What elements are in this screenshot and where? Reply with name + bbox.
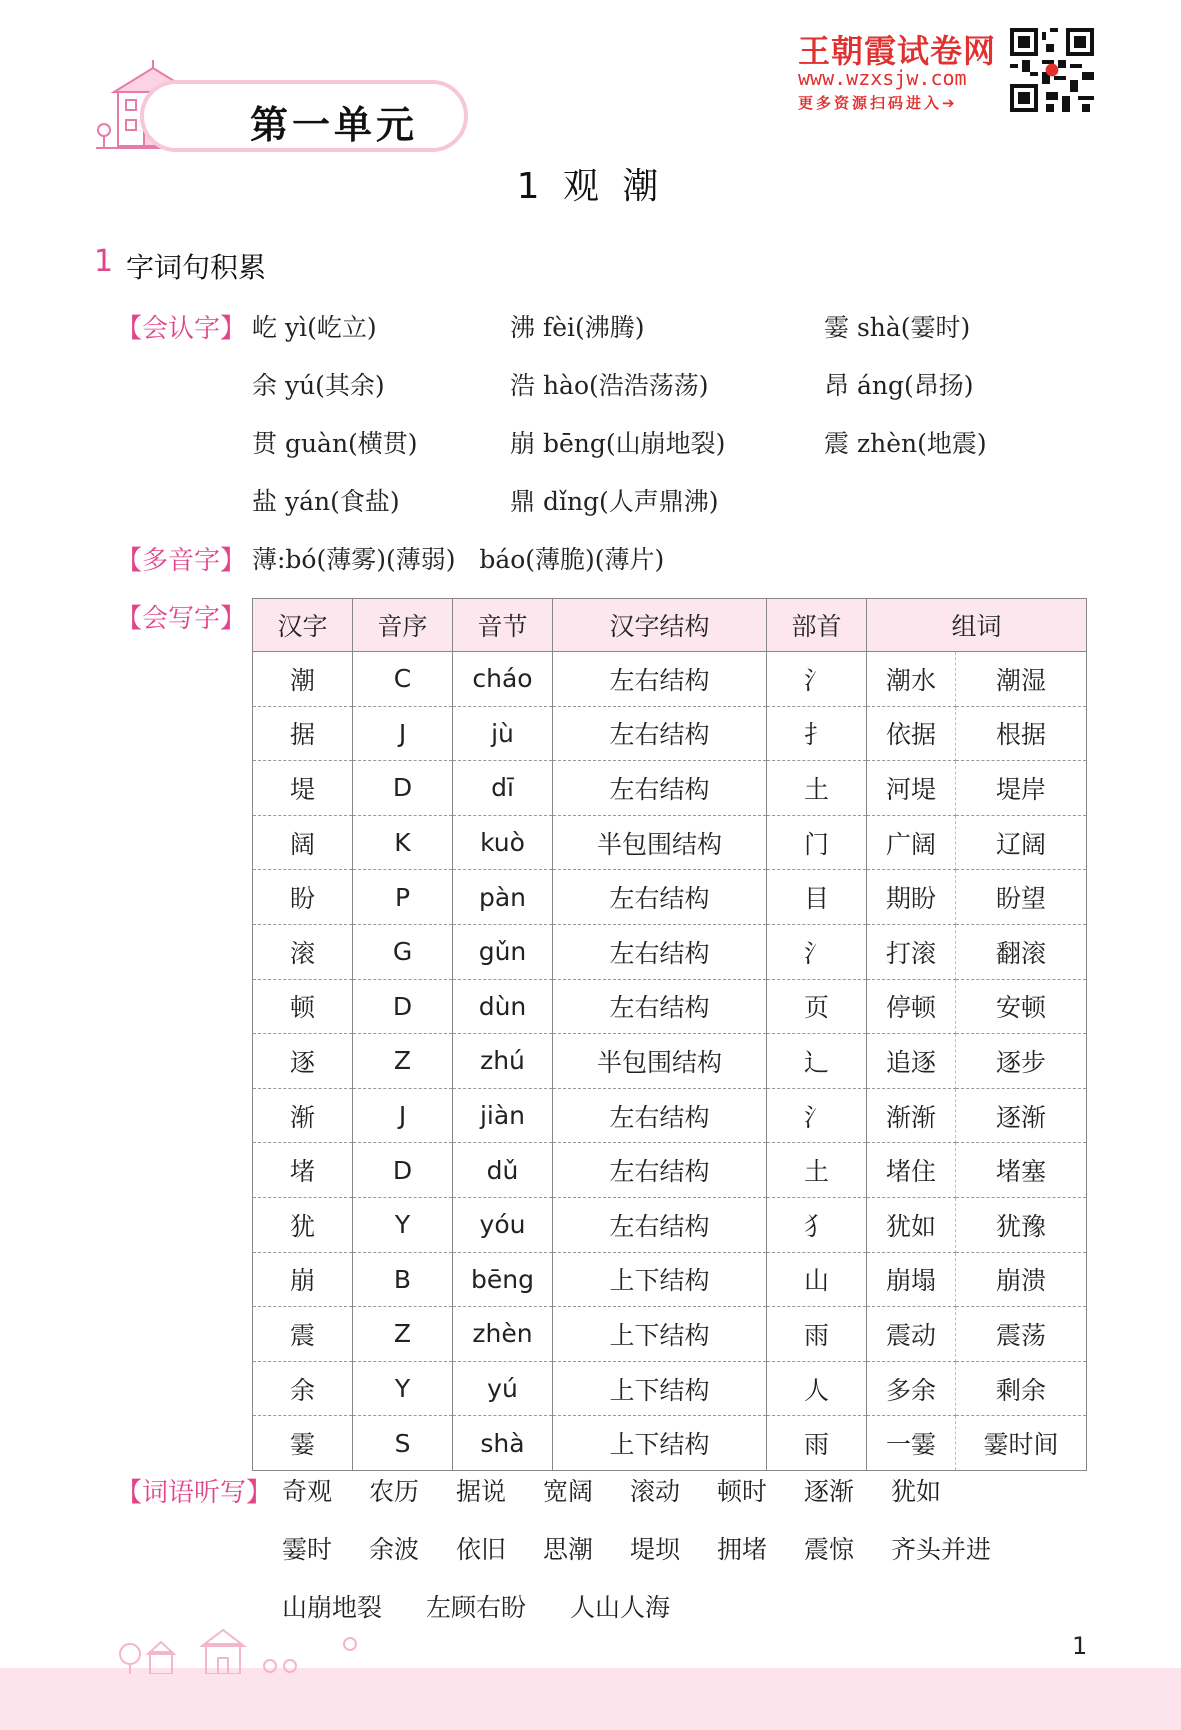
cell-word: 依据 [867, 706, 956, 761]
dictation-word: 左顾右盼 [426, 1593, 527, 1622]
cell-word: 逐步 [956, 1034, 1087, 1089]
cell-word: 堤岸 [956, 761, 1087, 816]
cell-pinyin: jiàn [453, 1088, 553, 1143]
cell-character: 堵 [253, 1143, 353, 1198]
table-row [253, 761, 1087, 816]
cell-structure: 左右结构 [553, 870, 767, 925]
cell-radical: 氵 [767, 1088, 867, 1143]
table-row [253, 1197, 1087, 1252]
column-header: 汉字 [253, 599, 353, 652]
cell-initial: G [353, 924, 453, 979]
dictation-word: 犹如 [891, 1477, 942, 1506]
cell-word: 盼望 [956, 870, 1087, 925]
table-row [253, 1416, 1087, 1471]
dictation-word: 奇观 [282, 1477, 333, 1506]
cell-structure: 左右结构 [553, 652, 767, 707]
cell-word: 堵塞 [956, 1143, 1087, 1198]
cell-radical: 土 [767, 1143, 867, 1198]
cell-radical: 犭 [767, 1197, 867, 1252]
cell-word: 渐渐 [867, 1088, 956, 1143]
brand-url[interactable]: www.wzxsjw.com [798, 66, 967, 90]
recognize-item: 沸 fèi(沸腾) [510, 313, 645, 342]
cell-pinyin: dǔ [453, 1143, 553, 1198]
cell-pinyin: gǔn [453, 924, 553, 979]
recognize-item: 崩 bēng(山崩地裂) [510, 429, 726, 458]
cell-initial: S [353, 1416, 453, 1471]
cell-pinyin: shà [453, 1416, 553, 1471]
page-number: 1 [1072, 1632, 1088, 1660]
column-header: 汉字结构 [553, 599, 767, 652]
cell-word: 追逐 [867, 1034, 956, 1089]
cell-radical: 人 [767, 1361, 867, 1416]
recognize-item: 鼎 dǐng(人声鼎沸) [510, 487, 719, 516]
cell-structure: 上下结构 [553, 1307, 767, 1362]
section-title: 字词句积累 [126, 251, 267, 284]
table-row [253, 706, 1087, 761]
unit-title: 第一单元 [250, 103, 419, 147]
cell-character: 阔 [253, 815, 353, 870]
dictation-word: 拥堵 [717, 1535, 768, 1564]
table-row [253, 870, 1087, 925]
cell-word: 一霎 [867, 1416, 956, 1471]
write-table-body [253, 652, 1087, 1471]
table-header-row [253, 599, 1087, 652]
cell-radical: 页 [767, 979, 867, 1034]
cell-structure: 左右结构 [553, 706, 767, 761]
cell-word: 犹豫 [956, 1197, 1087, 1252]
dictation-word: 思潮 [543, 1535, 594, 1564]
dictation-word: 霎时 [282, 1535, 333, 1564]
cell-initial: Z [353, 1307, 453, 1362]
cell-character: 犹 [253, 1197, 353, 1252]
brand-name: 王朝霞试卷网 [798, 32, 997, 70]
cell-word: 剩余 [956, 1361, 1087, 1416]
cell-structure: 左右结构 [553, 1197, 767, 1252]
cell-structure: 左右结构 [553, 1143, 767, 1198]
table-row [253, 815, 1087, 870]
dictation-word: 宽阔 [543, 1477, 594, 1506]
cell-character: 据 [253, 706, 353, 761]
table-row [253, 924, 1087, 979]
cell-pinyin: dùn [453, 979, 553, 1034]
cell-structure: 上下结构 [553, 1416, 767, 1471]
table-row [253, 979, 1087, 1034]
cell-word: 震荡 [956, 1307, 1087, 1362]
cell-initial: D [353, 761, 453, 816]
cell-character: 震 [253, 1307, 353, 1362]
cell-pinyin: dī [453, 761, 553, 816]
recognize-item: 昂 áng(昂扬) [824, 371, 974, 400]
cell-initial: P [353, 870, 453, 925]
cell-pinyin: yú [453, 1361, 553, 1416]
cell-character: 余 [253, 1361, 353, 1416]
polyphone-text: 薄:bó(薄雾)(薄弱) báo(薄脆)(薄片) [252, 545, 665, 574]
dictation-word: 震惊 [804, 1535, 855, 1564]
dictation-word: 堤坝 [630, 1535, 681, 1564]
write-table [252, 598, 1087, 1471]
cell-word: 打滚 [867, 924, 956, 979]
cell-word: 犹如 [867, 1197, 956, 1252]
cell-structure: 左右结构 [553, 979, 767, 1034]
dictation-word: 逐渐 [804, 1477, 855, 1506]
table-row [253, 1088, 1087, 1143]
cell-initial: D [353, 1143, 453, 1198]
cell-radical: 山 [767, 1252, 867, 1307]
cell-character: 堤 [253, 761, 353, 816]
cell-structure: 上下结构 [553, 1361, 767, 1416]
cell-initial: K [353, 815, 453, 870]
recognize-item: 浩 hào(浩浩荡荡) [510, 371, 709, 400]
cell-word: 潮湿 [956, 652, 1087, 707]
cell-pinyin: kuò [453, 815, 553, 870]
cell-initial: B [353, 1252, 453, 1307]
recognize-item: 余 yú(其余) [252, 371, 385, 400]
table-row [253, 1034, 1087, 1089]
dictation-word: 据说 [456, 1477, 507, 1506]
cell-initial: C [353, 652, 453, 707]
cell-word: 霎时间 [956, 1416, 1087, 1471]
cell-character: 滚 [253, 924, 353, 979]
column-header: 组词 [867, 599, 1087, 652]
cell-initial: Y [353, 1197, 453, 1252]
cell-word: 潮水 [867, 652, 956, 707]
cell-radical: 扌 [767, 706, 867, 761]
cell-pinyin: zhú [453, 1034, 553, 1089]
table-row [253, 1361, 1087, 1416]
cell-radical: 雨 [767, 1416, 867, 1471]
cell-word: 安顿 [956, 979, 1087, 1034]
dictation-word: 人山人海 [570, 1593, 671, 1622]
dictation-word: 齐头并进 [891, 1535, 992, 1564]
cell-radical: 辶 [767, 1034, 867, 1089]
cell-structure: 半包围结构 [553, 815, 767, 870]
cell-structure: 上下结构 [553, 1252, 767, 1307]
cell-pinyin: cháo [453, 652, 553, 707]
cell-word: 崩塌 [867, 1252, 956, 1307]
cell-pinyin: yóu [453, 1197, 553, 1252]
cell-word: 停顿 [867, 979, 956, 1034]
dictation-label: 【词语听写】 [116, 1478, 273, 1508]
polyphone-label: 【多音字】 [116, 546, 247, 576]
dictation-word: 依旧 [456, 1535, 507, 1564]
table-row [253, 1252, 1087, 1307]
cell-character: 渐 [253, 1088, 353, 1143]
section-number: 1 [94, 244, 114, 279]
column-header: 部首 [767, 599, 867, 652]
cell-structure: 左右结构 [553, 761, 767, 816]
cell-radical: 土 [767, 761, 867, 816]
dictation-word: 山崩地裂 [282, 1593, 383, 1622]
cell-radical: 门 [767, 815, 867, 870]
recognize-item: 盐 yán(食盐) [252, 487, 400, 516]
cell-word: 辽阔 [956, 815, 1087, 870]
cell-word: 崩溃 [956, 1252, 1087, 1307]
cell-radical: 目 [767, 870, 867, 925]
brand-hint: 更多资源扫码进入➔ [798, 94, 958, 112]
cell-initial: J [353, 1088, 453, 1143]
cell-word: 广阔 [867, 815, 956, 870]
cell-radical: 雨 [767, 1307, 867, 1362]
cell-word: 堵住 [867, 1143, 956, 1198]
cell-pinyin: bēng [453, 1252, 553, 1307]
cell-structure: 左右结构 [553, 1088, 767, 1143]
dictation-word: 顿时 [717, 1477, 768, 1506]
cell-word: 期盼 [867, 870, 956, 925]
recognize-label: 【会认字】 [116, 314, 247, 344]
cell-pinyin: jù [453, 706, 553, 761]
cell-structure: 半包围结构 [553, 1034, 767, 1089]
cell-initial: Z [353, 1034, 453, 1089]
cell-character: 盼 [253, 870, 353, 925]
lesson-title: 1 观 潮 [516, 166, 665, 207]
cell-character: 潮 [253, 652, 353, 707]
cell-word: 逐渐 [956, 1088, 1087, 1143]
recognize-item: 震 zhèn(地震) [824, 429, 987, 458]
recognize-item: 霎 shà(霎时) [824, 313, 971, 342]
cell-character: 顿 [253, 979, 353, 1034]
cell-word: 河堤 [867, 761, 956, 816]
cell-character: 崩 [253, 1252, 353, 1307]
cell-initial: J [353, 706, 453, 761]
cell-word: 震动 [867, 1307, 956, 1362]
cell-pinyin: pàn [453, 870, 553, 925]
cell-word: 根据 [956, 706, 1087, 761]
cell-character: 霎 [253, 1416, 353, 1471]
dictation-word: 余波 [369, 1535, 420, 1564]
column-header: 音节 [453, 599, 553, 652]
dictation-word: 滚动 [630, 1477, 681, 1506]
table-row [253, 1307, 1087, 1362]
cell-radical: 氵 [767, 924, 867, 979]
recognize-item: 贯 guàn(横贯) [252, 429, 418, 458]
qr-code-icon[interactable] [1010, 28, 1094, 112]
cell-word: 多余 [867, 1361, 956, 1416]
write-label: 【会写字】 [116, 604, 247, 634]
footer-band [0, 1668, 1181, 1730]
cell-pinyin: zhèn [453, 1307, 553, 1362]
cell-structure: 左右结构 [553, 924, 767, 979]
cell-initial: Y [353, 1361, 453, 1416]
recognize-item: 屹 yì(屹立) [252, 313, 377, 342]
cell-initial: D [353, 979, 453, 1034]
cell-word: 翻滚 [956, 924, 1087, 979]
table-row [253, 652, 1087, 707]
table-row [253, 1143, 1087, 1198]
column-header: 音序 [353, 599, 453, 652]
town-illustration-icon [110, 1624, 370, 1674]
cell-character: 逐 [253, 1034, 353, 1089]
cell-radical: 氵 [767, 652, 867, 707]
dictation-word: 农历 [369, 1477, 420, 1506]
